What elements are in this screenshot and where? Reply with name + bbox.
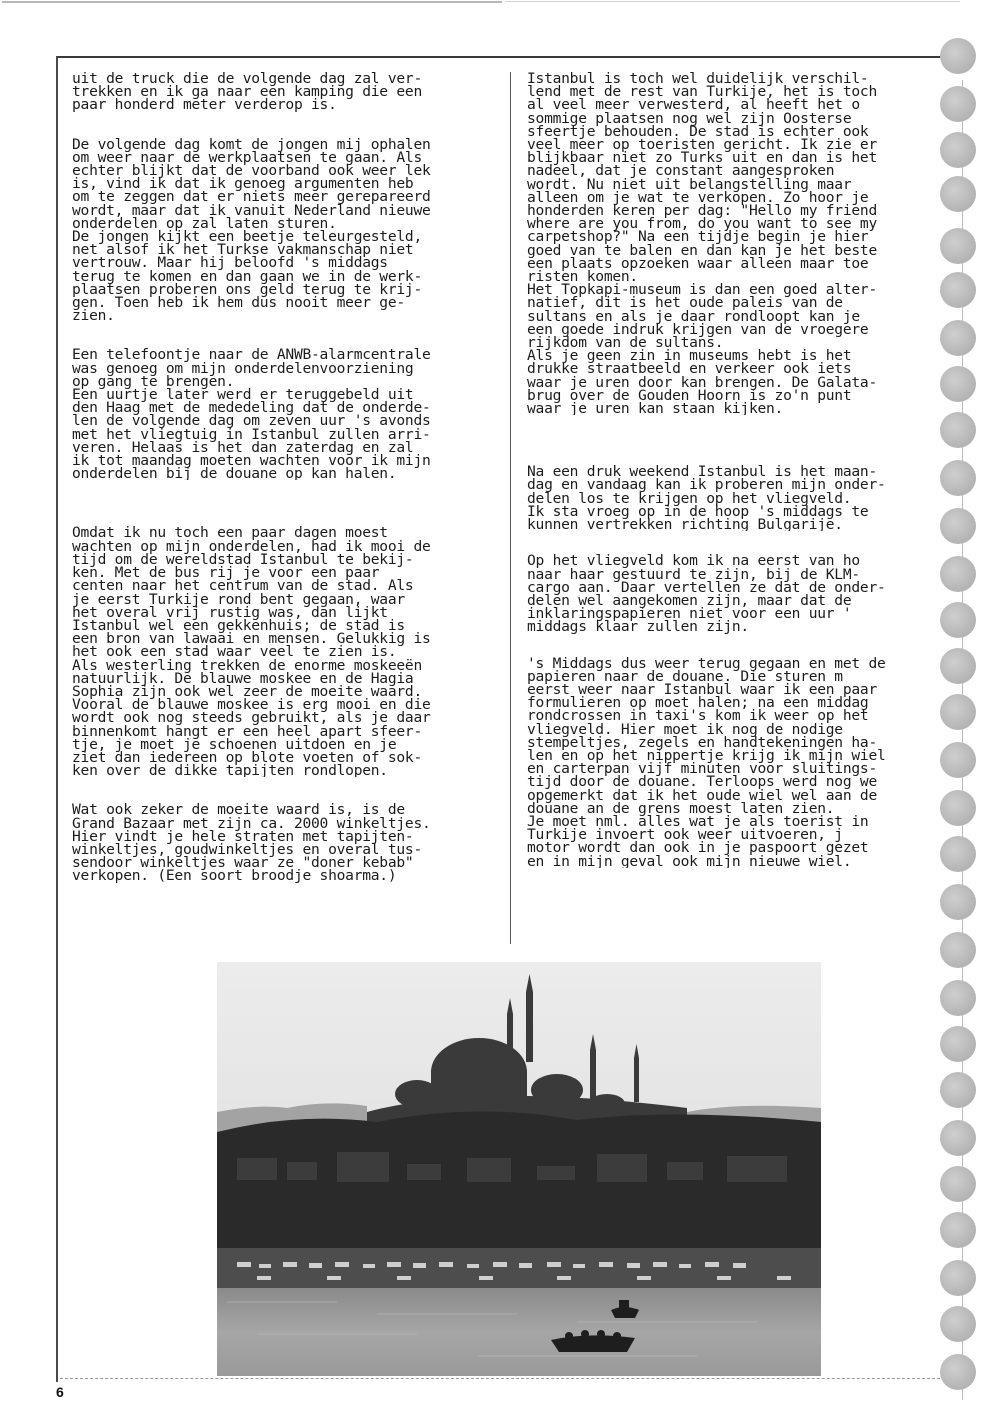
punch-hole (940, 1026, 976, 1062)
punch-hole (940, 1120, 976, 1156)
paragraph: 's Middags dus weer terug gegaan en met de papieren naar de douane. Die sturen m eerst weer naar Istanbul waar ik een paar formulieren op moet halen; na een middag rondcrossen in taxi's kom ik weer op het vliegveld. Hier moet ik nog de nodige stempeltjes, zegels en handtekeningen ha- len en op het nippertje krijg ik mijn wiel en carterpan vijf minuten voor sluitings- tijd door de douane. Terloops werd nog we opgemerkt dat ik het oude wiel wel aan de douane an de grens moest laten zien. Je moet nml. alles wat je als toerist in Turkije invoert ook weer uitvoeren, j motor wordt dan ook in je paspoort gezet en in mijn geval ook mijn nieuwe wiel. (527, 656, 886, 868)
paragraph: Een telefoontje naar de ANWB-alarmcentrale was genoeg om mijn onderdelenvoorziening op gang te brengen. Een uurtje later werd er teruggebeld uit den Haag met de mededeling dat de onderde- len de volgende dag om zeven uur 's avonds met het vliegtuig in Istanbul zullen arri- veren. Helaas is het dan zaterdag en zal ik tot maandag moeten wachten voor ik mijn onderdelen bij de douane op kan halen. (72, 348, 431, 481)
paragraph: Omdat ik nu toch een paar dagen moest wachten op mijn onderdelen, had ik mooi de tijd om de wereldstad Istanbul te bekij- ken. Met de bus rij je voor een paar centen naar het centrum van de stad. Als je eerst Turkije rond bent gegaan, waar het overal vrij rustig was, dan lijkt Istanbul wel een gekkenhuis; de stad is een bron van lawaai en mensen. Gelukkig is het ook een stad waar veel te zien is. Als westerling trekken de enorme moskeeën natuurlijk. De blauwe moskee en de Hagia Sophia zijn ook wel zeer de moeite waard. Vooral de blauwe moskee is erg mooi en die wordt ook nog steeds gebruikt, als je daar binnenkomt hangt er een heel apart sfeer- tje, je moet je schoenen uitdoen en je ziet dan iedereen op blote voeten of sok- ken over de dikke tapijten rondlopen. (72, 526, 431, 778)
column-divider (510, 72, 511, 944)
paragraph: Op het vliegveld kom ik na eerst van ho naar haar gestuurd te zijn, bij de KLM- cargo aan. Daar vertellen ze dat de onder- delen wel aangekomen zijn, maar dat de inklaringspapieren niet voor een uur ' middags klaar zullen zijn. (527, 554, 886, 634)
punch-hole (940, 1072, 976, 1108)
top-edge-rule-right (505, 1, 960, 2)
left-column (72, 72, 502, 883)
frame-bottom-border (60, 1378, 940, 1380)
paragraph: uit de truck die de volgende dag zal ver- trekken en ik ga naar een kamping die een paar honderd meter verderop is. (72, 72, 422, 112)
frame-top-border (56, 56, 952, 58)
punch-hole (940, 1354, 976, 1390)
paragraph: De volgende dag komt de jongen mij ophalen om weer naar de werkplaatsen te gaan. Als echter blijkt dat de voorband ook weer lek is, vind ik dat ik genoeg argumenten heb om te zeggen dat er niets meer gerepareerd wordt, maar dat ik vanuit Nederland nieuwe onderdelen op zal laten sturen. De jongen kijkt een beetje teleurgesteld, net alsof ik het Turkse vakmanschap niet vertrouw. Maar hij beloofd 's middags terug te komen en dan gaan we in de werk- plaatsen proberen ons geld terug te krij- gen. Toen heb ik hem dus nooit meer ge- zien. (72, 137, 431, 323)
punch-hole (940, 1306, 976, 1342)
punch-hole (940, 884, 976, 920)
punch-hole (940, 980, 976, 1016)
frame-left-border (56, 56, 58, 1382)
punch-hole (940, 932, 976, 968)
page-number: 6 (56, 1384, 64, 1400)
frame-right-border (962, 80, 963, 1400)
top-edge-rule (2, 1, 502, 3)
punch-hole (940, 1212, 976, 1248)
punch-hole (940, 1166, 976, 1202)
punch-hole (940, 1260, 976, 1296)
paragraph: Istanbul is toch wel duidelijk verschil- lend met de rest van Turkije, het is toch al veel meer verwesterd, al heeft het o sommige plaatsen nog wel zijn Oosterse sfeertje behouden. De stad is echter ook veel meer op toeristen gericht. Ik zie er blijkbaar niet zo Turks uit en dan is het nadeel, dat je constant aangesproken wordt. Nu niet uit belangstelling maar alleen om je wat te verkopen. Zo hoor je honderden keren per dag: "Hello my friend where are you from, do you want to see my carpetshop?" Na een tijdje begin je hier goed van te balen en dan kan je het beste een plaats opzoeken waar alleen maar toe risten komen. Het Topkapi-museum is dan een goed alter- natief, dit is het oude paleis van de sultans en als je daar rondloopt kan je een goede indruk krijgen van de vroegere rijkdom van de sultans. Als je geen zin in museums hebt is het drukke straatbeeld en verkeer ook iets waar je uren door kan brengen. De Galata- brug over de Gouden Hoorn is zo'n punt waar je uren kan staan kijken. (527, 72, 877, 416)
istanbul-mosque-photo (217, 962, 821, 1376)
paragraph: Na een druk weekend Istanbul is het maan- dag en vandaag kan ik proberen mijn onder- delen los te krijgen op het vliegveld. Ik sta vroeg op in de hoop 's middags te kunnen vertrekken richting Bulgarije. (527, 465, 886, 532)
right-column (527, 72, 952, 868)
paragraph: Wat ook zeker de moeite waard is, is de Grand Bazaar met zijn ca. 2000 winkeltjes. Hier vindt je hele straten met tapijten- winkeltjes, goudwinkeltjes en overal tus- sendoor winkeltjes waar ze "doner kebab" verkopen. (Een soort broodje shoarma.) (72, 803, 431, 883)
